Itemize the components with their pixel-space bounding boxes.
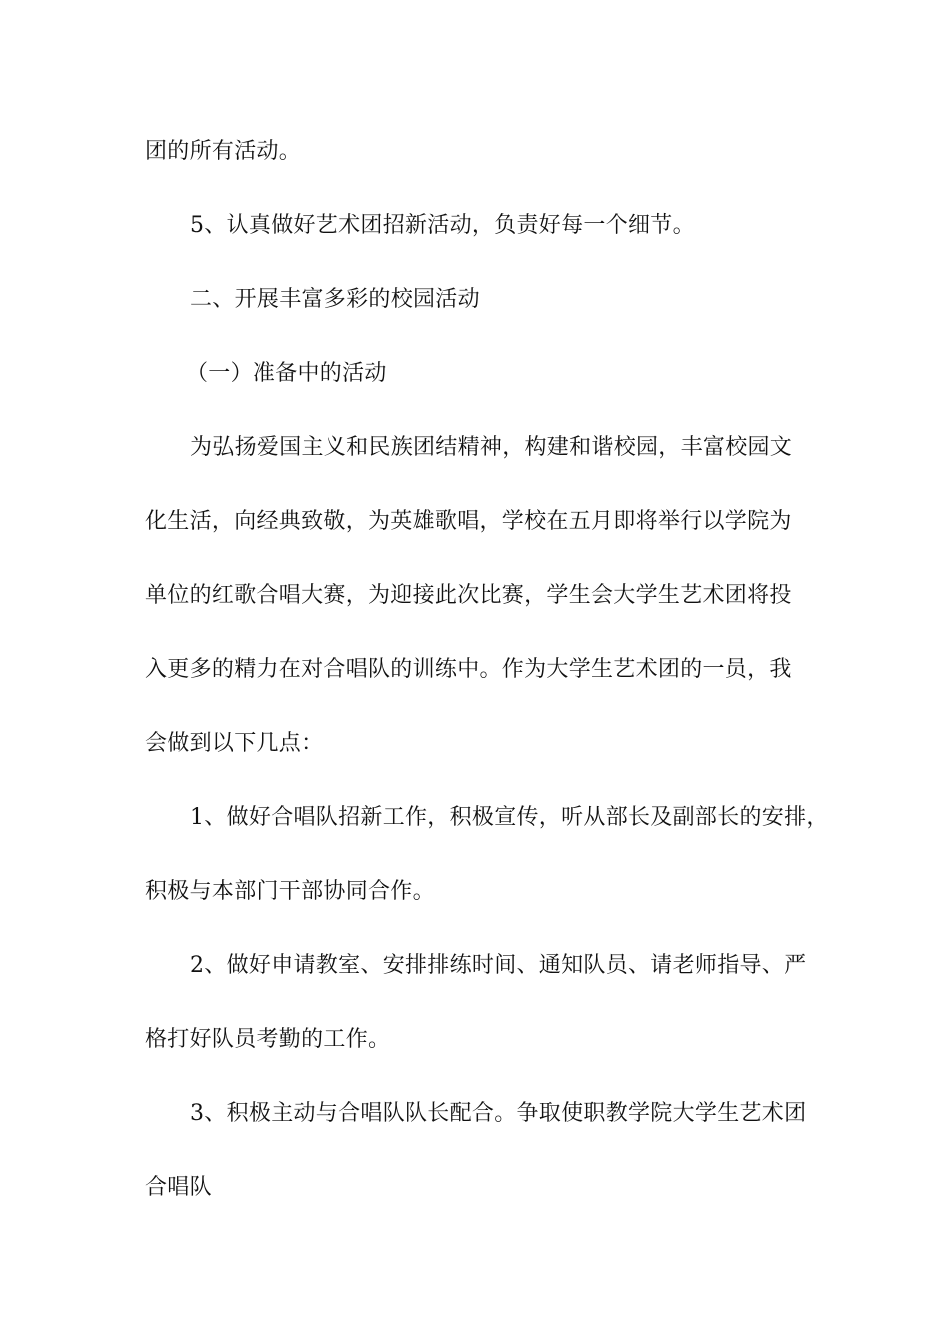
list-item-1-line-1: 1、做好合唱队招新工作，积极宣传，听从部长及副部长的安排， <box>190 805 829 830</box>
section-heading-2: 二、开展丰富多彩的校园活动 <box>190 287 480 312</box>
paragraph-line-9: 会做到以下几点： <box>145 731 324 756</box>
paragraph-line-8: 入更多的精力在对合唱队的训练中。作为大学生艺术团的一员，我 <box>145 657 792 682</box>
paragraph-line-5: 为弘扬爱国主义和民族团结精神，构建和谐校园，丰富校园文 <box>190 435 793 460</box>
list-item-3-line-1: 3、积极主动与合唱队队长配合。争取使职教学院大学生艺术团 <box>190 1101 807 1126</box>
paragraph-line-7: 单位的红歌合唱大赛，为迎接此次比赛，学生会大学生艺术团将投 <box>145 583 792 608</box>
subsection-heading-1: （一）准备中的活动 <box>186 361 387 386</box>
list-item-3-line-2: 合唱队 <box>145 1175 212 1200</box>
list-item-1-line-2: 积极与本部门干部协同合作。 <box>145 879 435 904</box>
paragraph-line-1: 团的所有活动。 <box>145 139 302 164</box>
paragraph-line-2: 5、认真做好艺术团招新活动，负责好每一个细节。 <box>190 213 695 238</box>
list-item-2-line-1: 2、做好申请教室、安排排练时间、通知队员、请老师指导、严 <box>190 953 807 978</box>
list-item-2-line-2: 格打好队员考勤的工作。 <box>145 1027 391 1052</box>
paragraph-line-6: 化生活，向经典致敬，为英雄歌唱，学校在五月即将举行以学院为 <box>145 509 792 534</box>
